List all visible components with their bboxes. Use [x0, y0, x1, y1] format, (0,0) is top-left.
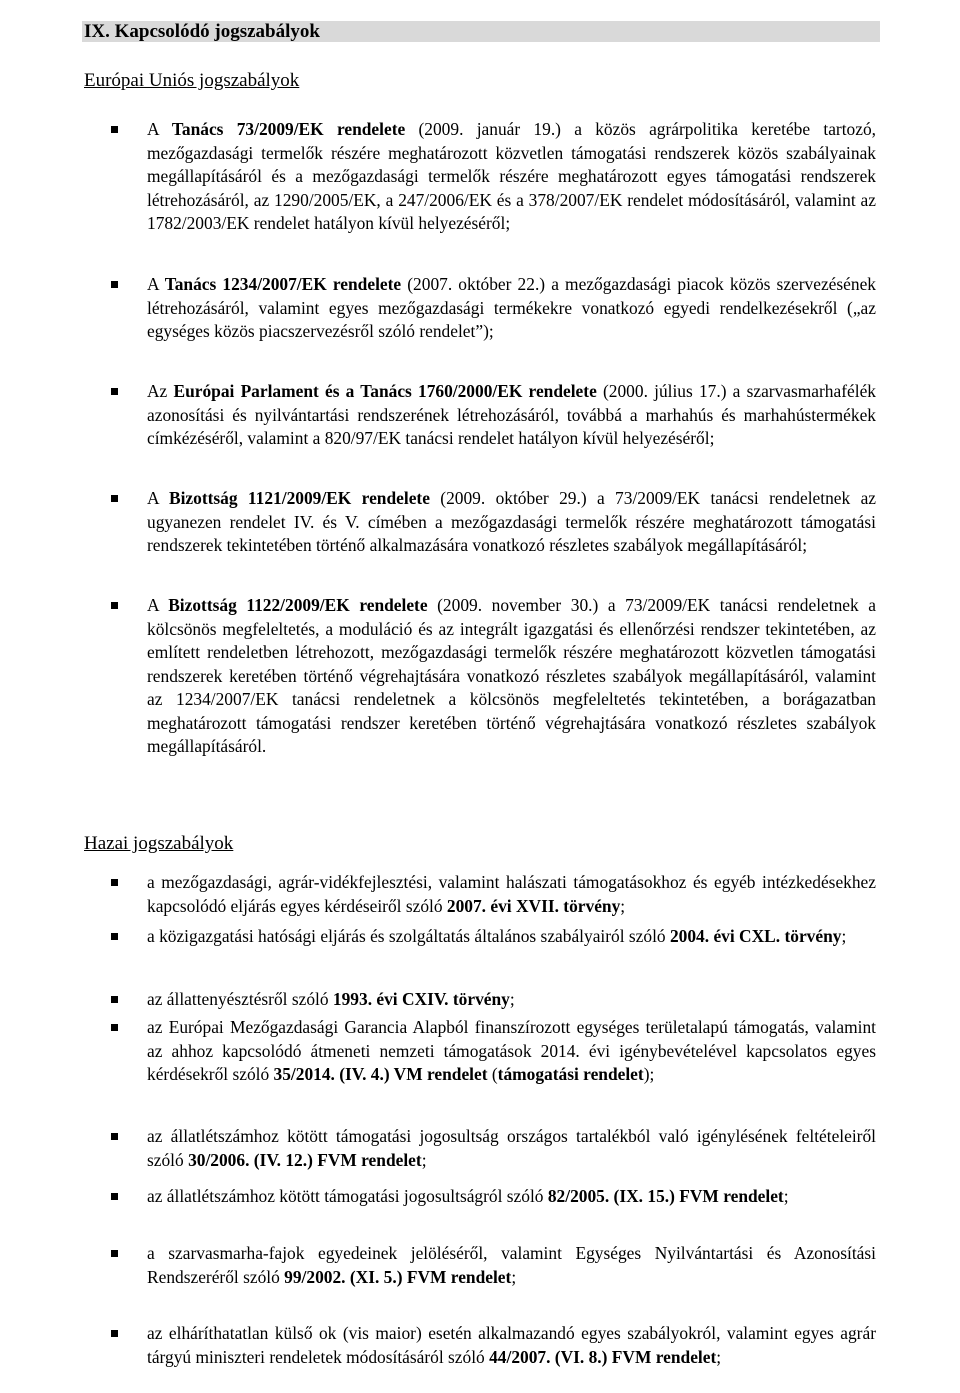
list-item: A Tanács 1234/2007/EK rendelete (2007. október 22.) a mezőgazdasági piacok közös szervezésének létrehozásáról, valamint egyes mezőgazdasági termékekre vonatkozó egyedi rendelkezésekről („az egységes közös piacszervezésről szóló rendelet”);: [147, 273, 876, 344]
list-item: az elháríthatatlan külső ok (vis maior) esetén alkalmazandó egyes szabályokról, valamint egyes agrár tárgyú miniszteri rendeletek módosításáról szóló 44/2007. (VI. 8.) FVM rendelet;: [147, 1322, 876, 1369]
list-item: az Európai Mezőgazdasági Garancia Alapból finanszírozott egységes területalapú támogatás, valamint az ahhoz kapcsolódó átmeneti nemzeti támogatások 2014. évi igénybevételével kapcsolatos egyes kérdésekről szóló 35/2014. (IV. 4.) VM rendelet (támogatási rendelet);: [147, 1016, 876, 1087]
list-item: A Bizottság 1122/2009/EK rendelete (2009. november 30.) a 73/2009/EK tanácsi rendeletnek a kölcsönös megfeleltetés, a moduláció és az integrált igazgatási és ellenőrzési rendszer tekintetében, az említett rendeletben létrehozott, mezőgazdasági termelők részére meghatározott közvetlen támogatási rendszerek keretében történő végrehajtására vonatkozó részletes szabályok megállapításáról, valamint az 1234/2007/EK tanácsi rendeletnek a kölcsönös megfeleltetés tekintetében, a borágazatban meghatározott támogatási rendszer keretében történő végrehajtására vonatkozó részletes szabályok megállapításáról.: [147, 594, 876, 759]
list-item: a mezőgazdasági, agrár-vidékfejlesztési, valamint halászati támogatásokhoz és egyéb intézkedésekhez kapcsolódó eljárás egyes kérdéseiről szóló 2007. évi XVII. törvény;: [147, 871, 876, 918]
list-item: az állattenyésztésről szóló 1993. évi CXIV. törvény;: [147, 988, 876, 1012]
list-item: Az Európai Parlament és a Tanács 1760/2000/EK rendelete (2000. július 17.) a szarvasmarhafélék azonosítási és nyilvántartási rendszerének létrehozásáról, továbbá a marhahús és marhahústermékek címkézéséről, valamint a 820/97/EK tanácsi rendelet hatályon kívül helyezéséről;: [147, 380, 876, 451]
list-item: az állatlétszámhoz kötött támogatási jogosultság országos tartalékból való igénylésének feltételeiről szóló 30/2006. (IV. 12.) FVM rendelet;: [147, 1125, 876, 1172]
list-item: a közigazgatási hatósági eljárás és szolgáltatás általános szabályairól szóló 2004. évi CXL. törvény;: [147, 925, 876, 949]
list-item: A Tanács 73/2009/EK rendelete (2009. január 19.) a közös agrárpolitika keretébe tartozó, mezőgazdasági termelők részére meghatározott közvetlen támogatási rendszerek közös szabályainak megállapításáról és a mezőgazdasági termelők részére meghatározott egyes támogatási rendszerek létrehozásáról, az 1290/2005/EK, a 247/2006/EK és a 378/2007/EK rendelet módosításáról, valamint az 1782/2003/EK rendelet hatályon kívül helyezéséről;: [147, 118, 876, 236]
eu-heading: Európai Uniós jogszabályok: [84, 70, 300, 91]
section-title: IX. Kapcsolódó jogszabályok: [82, 21, 880, 42]
list-item: az állatlétszámhoz kötött támogatási jogosultságról szóló 82/2005. (IX. 15.) FVM rendelet;: [147, 1185, 876, 1209]
list-item: a szarvasmarha-fajok egyedeinek jelöléséről, valamint Egységes Nyilvántartási és Azonosítási Rendszeréről szóló 99/2002. (XI. 5.) FVM rendelet;: [147, 1242, 876, 1289]
list-item: A Bizottság 1121/2009/EK rendelete (2009. október 29.) a 73/2009/EK tanácsi rendeletnek az ugyanezen rendelet IV. és V. címében a mezőgazdasági termelők részére meghatározott támogatási rendszerek tekintetében történő alkalmazására vonatkozó részletes szabályok megállapításáról;: [147, 487, 876, 558]
hu-heading: Hazai jogszabályok: [84, 833, 234, 854]
